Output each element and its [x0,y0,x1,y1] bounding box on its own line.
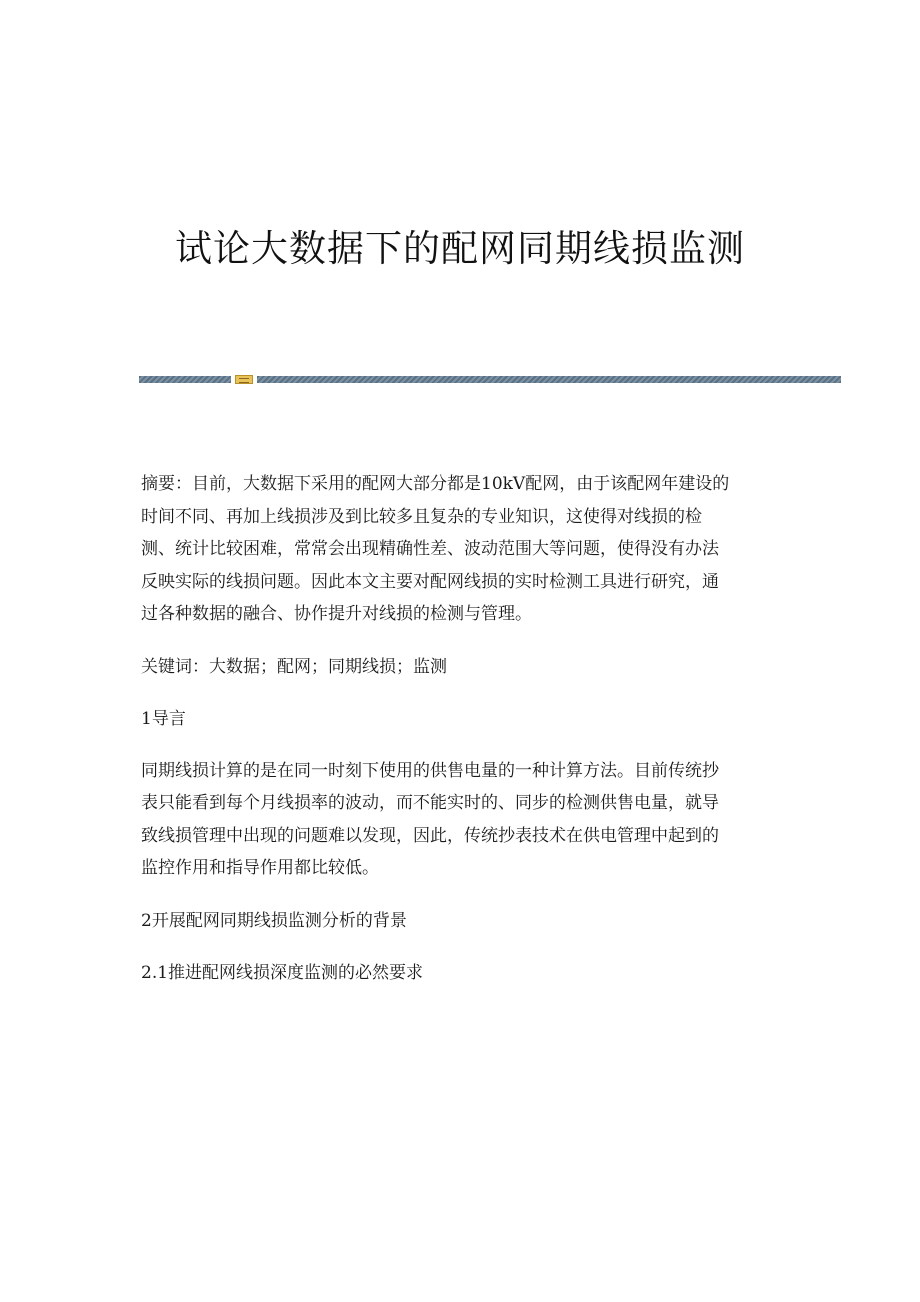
section-1-heading: 1导言 [141,708,186,729]
section-1-line: 致线损管理中出现的问题难以发现，因此，传统抄表技术在供电管理中起到的 [141,825,719,846]
section-1-line: 表只能看到每个月线损率的波动，而不能实时的、同步的检测供售电量，就导 [141,793,719,813]
document-body [141,468,781,1009]
abstract-line: 测、统计比较困难，常常会出现精确性差、波动范围大等问题，使得没有办法 [141,539,719,559]
section-1-line: 同期线损计算的是在同一时刻下使用的供售电量的一种计算方法。目前传统抄 [141,760,719,781]
abstract-line: 反映实际的线损问题。因此本文主要对配网线损的实时检测工具进行研究，通 [141,571,719,592]
abstract-paragraph [141,468,781,631]
section-2-heading: 2开展配网同期线损监测分析的背景 [141,910,407,931]
section-1-line: 监控作用和指导作用都比较低。 [141,858,379,878]
divider-bar-right [257,376,841,383]
divider-ornament-icon [235,375,253,384]
title-divider [139,375,841,384]
keywords-line: 关键词：大数据；配网；同期线损；监测 [141,656,447,677]
divider-bar-left [139,376,231,383]
abstract-line: 时间不同、再加上线损涉及到比较多且复杂的专业知识，这使得对线损的检 [141,506,702,527]
section-2-1-heading: 2.1推进配网线损深度监测的必然要求 [141,962,424,983]
abstract-line: 摘要：目前，大数据下采用的配网大部分都是10kV配网，由于该配网年建设的 [141,474,730,494]
document-title: 试论大数据下的配网同期线损监测 [175,227,745,270]
abstract-line: 过各种数据的融合、协作提升对线损的检测与管理。 [141,604,532,624]
section-1-paragraph [141,755,781,885]
